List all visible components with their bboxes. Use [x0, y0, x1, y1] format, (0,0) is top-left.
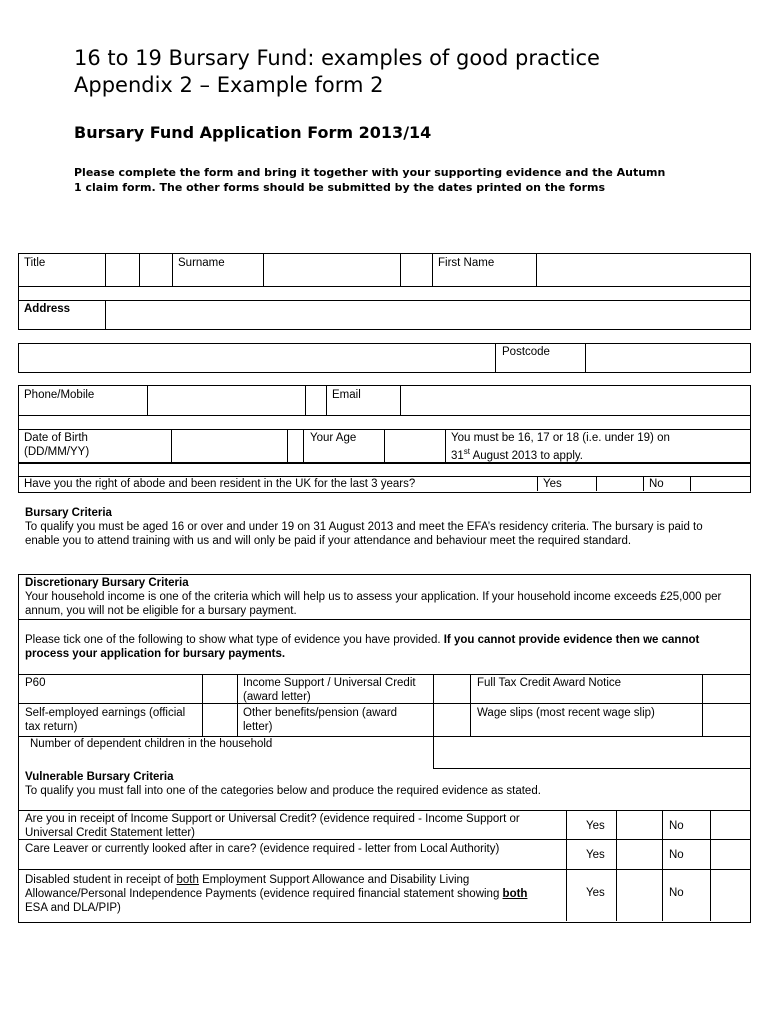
- document-subtitle: Appendix 2 – Example form 2: [74, 73, 384, 97]
- first-name-label: First Name: [438, 257, 495, 269]
- first-name-input[interactable]: [537, 254, 748, 284]
- self-employed-checkbox[interactable]: [203, 704, 236, 735]
- surname-label: Surname: [178, 257, 225, 269]
- q1-no-label: No: [669, 820, 684, 832]
- dependents-input[interactable]: [434, 737, 748, 767]
- evidence-instructions: Please tick one of the following to show what type of evidence you have provided. If you cannot provide evidence then we cannot process your application for bursary payments.: [25, 634, 700, 660]
- form-title: Bursary Fund Application Form 2013/14: [74, 123, 432, 142]
- dob-label: Date of Birth (DD/MM/YY): [24, 432, 90, 458]
- self-employed-label: Self-employed earnings (official tax return): [25, 707, 186, 733]
- full-tax-credit-checkbox[interactable]: [703, 675, 748, 702]
- disabled-student-question: Disabled student in receipt of both Employment Support Allowance and Disability Living Allowance/Personal Independence Payments (evidence required financial statement showing both ESA and DLA/PIP): [25, 874, 528, 914]
- q2-yes-label: Yes: [586, 849, 605, 861]
- abode-no-checkbox[interactable]: [691, 477, 748, 490]
- bursary-criteria-heading: Bursary Criteria: [25, 507, 112, 519]
- title-field-1[interactable]: [106, 254, 138, 284]
- q1-yes-label: Yes: [586, 820, 605, 832]
- age-input[interactable]: [385, 430, 444, 461]
- q3-yes-checkbox[interactable]: [617, 870, 661, 920]
- discretionary-text: Your household income is one of the criteria which will help us to assess your application. If your household income exceeds £25,000 per annum, you will not be eligible for a bursary payment.: [25, 591, 722, 617]
- vulnerable-text: To qualify you must fall into one of the categories below and produce the required evidence as stated.: [25, 785, 541, 797]
- q2-no-checkbox[interactable]: [711, 840, 748, 868]
- email-input[interactable]: [401, 386, 748, 414]
- discretionary-heading: Discretionary Bursary Criteria: [25, 577, 189, 589]
- q3-yes-label: Yes: [586, 887, 605, 899]
- vulnerable-heading: Vulnerable Bursary Criteria: [25, 771, 174, 783]
- age-requirement-note: You must be 16, 17 or 18 (i.e. under 19) on 31st August 2013 to apply.: [451, 432, 670, 462]
- email-label: Email: [332, 389, 361, 401]
- phone-label: Phone/Mobile: [24, 389, 95, 401]
- dependents-label: Number of dependent children in the household: [30, 738, 273, 750]
- q3-no-checkbox[interactable]: [711, 870, 748, 920]
- full-tax-credit-label: Full Tax Credit Award Notice: [477, 677, 622, 689]
- form-intro: Please complete the form and bring it together with your supporting evidence and the Autumn 1 claim form. The other forms should be submitted by the dates printed on the forms: [74, 166, 666, 194]
- address-label: Address: [24, 303, 71, 315]
- abode-no-label: No: [649, 478, 664, 490]
- surname-input[interactable]: [264, 254, 399, 284]
- income-support-question: Are you in receipt of Income Support or Universal Credit? (evidence required - Income Support or Universal Credit Statement letter): [25, 813, 520, 839]
- other-benefits-label: Other benefits/pension (award letter): [243, 707, 398, 733]
- postcode-label: Postcode: [502, 346, 550, 358]
- wage-slips-checkbox[interactable]: [703, 704, 748, 735]
- p60-label: P60: [25, 677, 46, 689]
- age-label: Your Age: [310, 432, 357, 444]
- title-label: Title: [24, 257, 46, 269]
- care-leaver-question: Care Leaver or currently looked after in care? (evidence required - letter from Local Authority): [25, 843, 500, 855]
- q2-yes-checkbox[interactable]: [617, 840, 661, 868]
- wage-slips-label: Wage slips (most recent wage slip): [477, 707, 655, 719]
- q1-no-checkbox[interactable]: [711, 811, 748, 838]
- title-field-2[interactable]: [140, 254, 171, 284]
- other-benefits-checkbox[interactable]: [434, 704, 469, 735]
- p60-checkbox[interactable]: [203, 675, 236, 702]
- income-support-checkbox[interactable]: [434, 675, 469, 702]
- q1-yes-checkbox[interactable]: [617, 811, 661, 838]
- address-line-2-input[interactable]: [19, 344, 494, 371]
- abode-question: Have you the right of abode and been resident in the UK for the last 3 years?: [24, 478, 416, 490]
- income-support-label: Income Support / Universal Credit (award letter): [243, 677, 416, 703]
- abode-yes-label: Yes: [543, 478, 562, 490]
- phone-input[interactable]: [148, 386, 304, 414]
- postcode-input[interactable]: [586, 344, 748, 371]
- bursary-criteria-text: To qualify you must be aged 16 or over and under 19 on 31 August 2013 and meet the EFA’s residency criteria. The bursary is paid to enable you to attend training with us and will only be paid if your attendance and behaviour meet the required standard.: [25, 521, 703, 547]
- q3-no-label: No: [669, 887, 684, 899]
- address-input[interactable]: [106, 301, 748, 328]
- dob-input[interactable]: [172, 430, 286, 461]
- abode-yes-checkbox[interactable]: [597, 477, 642, 490]
- document-title: 16 to 19 Bursary Fund: examples of good practice: [74, 46, 600, 70]
- q2-no-label: No: [669, 849, 684, 861]
